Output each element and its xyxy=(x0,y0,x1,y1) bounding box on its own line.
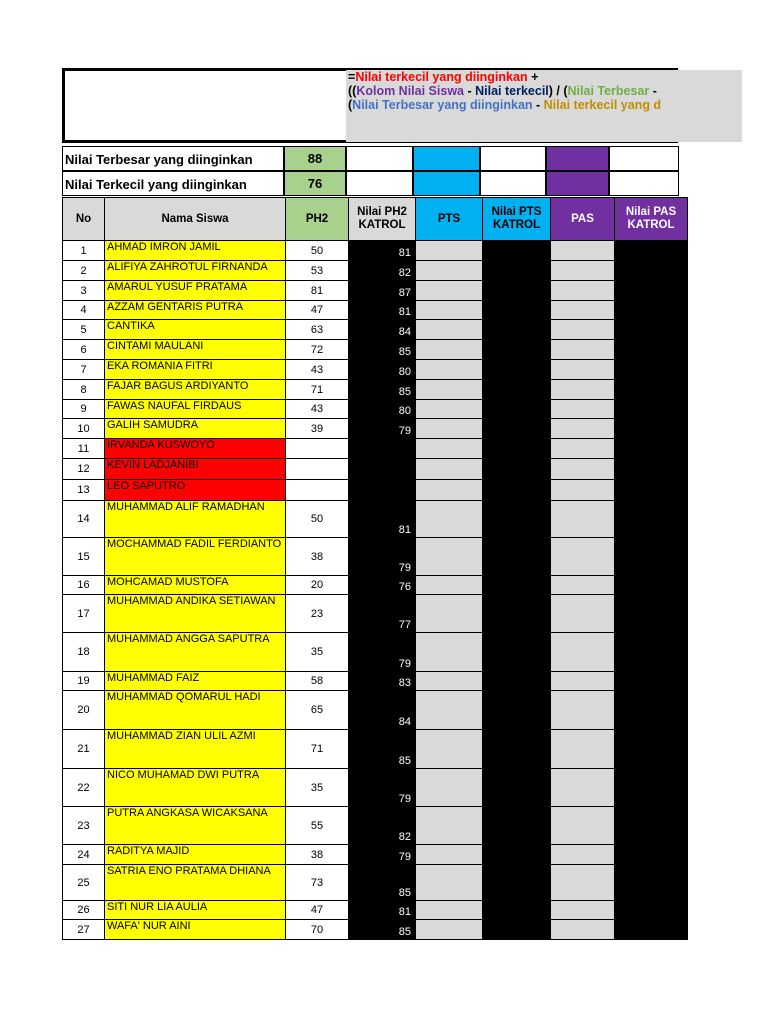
cell-ph2-katrol: 84 xyxy=(349,320,416,340)
cell-pas-katrol xyxy=(615,400,688,419)
cell-ph2: 38 xyxy=(286,845,349,865)
cell-ph2: 55 xyxy=(286,807,349,845)
cell-name: WAFA' NUR AINI xyxy=(105,920,286,940)
cell-pts-katrol xyxy=(483,691,551,730)
cell-ph2-katrol: 82 xyxy=(349,807,416,845)
cell-name: MUHAMMAD QOMARUL HADI xyxy=(105,691,286,730)
cell-pas-katrol xyxy=(615,845,688,865)
formula-min-value: Nilai terkecil xyxy=(475,84,549,98)
cell-pas[interactable] xyxy=(551,901,615,920)
cell-pas-katrol xyxy=(615,769,688,807)
cell-ph2: 35 xyxy=(286,633,349,672)
cell-pas[interactable] xyxy=(551,920,615,940)
col-ph2: PH2 xyxy=(286,198,349,241)
col-pts-katrol: Nilai PTS KATROL xyxy=(483,198,551,241)
cell-pas-katrol xyxy=(615,301,688,320)
cell-name: CINTAMI MAULANI xyxy=(105,340,286,360)
cell-pas[interactable] xyxy=(551,595,615,633)
cell-pas-katrol xyxy=(615,419,688,439)
table-row xyxy=(63,340,688,360)
table-row xyxy=(63,633,688,672)
cell-ph2-katrol: 77 xyxy=(349,595,416,633)
formula-line-2 xyxy=(348,84,742,98)
cell-no: 10 xyxy=(63,419,105,439)
cell-pas-katrol xyxy=(615,730,688,769)
cell-pas[interactable] xyxy=(551,281,615,301)
cell-pas-katrol xyxy=(615,320,688,340)
cell-pas[interactable] xyxy=(551,538,615,576)
cell-name: MUHAMMAD FAIZ xyxy=(105,672,286,691)
ptsk-swatch-1 xyxy=(480,146,546,171)
cell-pts[interactable] xyxy=(416,576,483,595)
cell-no: 20 xyxy=(63,691,105,730)
cell-pas[interactable] xyxy=(551,419,615,439)
cell-pts[interactable] xyxy=(416,340,483,360)
table-row xyxy=(63,769,688,807)
cell-pts[interactable] xyxy=(416,901,483,920)
col-pas-katrol: Nilai PAS KATROL xyxy=(615,198,688,241)
cell-pas[interactable] xyxy=(551,320,615,340)
table-row xyxy=(63,595,688,633)
cell-pas[interactable] xyxy=(551,576,615,595)
pts-swatch-1 xyxy=(413,146,480,171)
cell-name: MUHAMMAD ANGGA SAPUTRA xyxy=(105,633,286,672)
col-pas: PAS xyxy=(551,198,615,241)
min-target-label: Nilai Terkecil yang diinginkan xyxy=(62,171,284,196)
cell-pts[interactable] xyxy=(416,691,483,730)
cell-pas[interactable] xyxy=(551,691,615,730)
cell-name: FAWAS NAUFAL FIRDAUS xyxy=(105,400,286,419)
cell-no: 14 xyxy=(63,501,105,538)
cell-ph2: 81 xyxy=(286,281,349,301)
cell-ph2-katrol: 79 xyxy=(349,419,416,439)
table-row xyxy=(63,920,688,940)
cell-pas-katrol xyxy=(615,439,688,459)
cell-no: 22 xyxy=(63,769,105,807)
formula-plus: + xyxy=(527,70,539,84)
cell-pas[interactable] xyxy=(551,360,615,380)
table-row xyxy=(63,301,688,320)
cell-ph2 xyxy=(286,480,349,501)
max-target-value[interactable]: 88 xyxy=(284,146,346,171)
cell-pas[interactable] xyxy=(551,261,615,281)
cell-ph2: 20 xyxy=(286,576,349,595)
cell-name: RADITYA MAJID xyxy=(105,845,286,865)
cell-ph2-katrol: 85 xyxy=(349,920,416,940)
cell-name: MOHCAMAD MUSTOFA xyxy=(105,576,286,595)
cell-pts-katrol xyxy=(483,730,551,769)
cell-no: 19 xyxy=(63,672,105,691)
cell-pas-katrol xyxy=(615,480,688,501)
cell-pts[interactable] xyxy=(416,807,483,845)
formula-equals: = xyxy=(348,70,356,84)
cell-ph2-katrol: 80 xyxy=(349,360,416,380)
cell-pts-katrol xyxy=(483,501,551,538)
cell-no: 9 xyxy=(63,400,105,419)
cell-pts[interactable] xyxy=(416,400,483,419)
cell-no: 11 xyxy=(63,439,105,459)
table-row xyxy=(63,320,688,340)
cell-pts-katrol xyxy=(483,865,551,901)
formula-minus-2: - xyxy=(649,84,657,98)
cell-ph2: 70 xyxy=(286,920,349,940)
cell-ph2-katrol xyxy=(349,459,416,480)
cell-ph2 xyxy=(286,459,349,480)
cell-pts-katrol xyxy=(483,901,551,920)
cell-ph2: 39 xyxy=(286,419,349,439)
cell-no: 13 xyxy=(63,480,105,501)
cell-ph2: 35 xyxy=(286,769,349,807)
cell-ph2-katrol: 84 xyxy=(349,691,416,730)
cell-pts[interactable] xyxy=(416,459,483,480)
cell-pts[interactable] xyxy=(416,480,483,501)
cell-ph2: 72 xyxy=(286,340,349,360)
table-row xyxy=(63,400,688,419)
cell-pas-katrol xyxy=(615,691,688,730)
cell-name: EKA ROMANIA FITRI xyxy=(105,360,286,380)
cell-no: 25 xyxy=(63,865,105,901)
col-ph2-katrol: Nilai PH2 KATROL xyxy=(349,198,416,241)
cell-ph2-katrol xyxy=(349,439,416,459)
cell-pts-katrol xyxy=(483,400,551,419)
cell-ph2-katrol xyxy=(349,480,416,501)
cell-ph2: 71 xyxy=(286,380,349,400)
cell-ph2-katrol: 79 xyxy=(349,633,416,672)
cell-pas-katrol xyxy=(615,501,688,538)
formula-max-value: Nilai Terbesar xyxy=(567,84,650,98)
cell-name: IRVANDA KUSWOYO xyxy=(105,439,286,459)
cell-ph2 xyxy=(286,439,349,459)
formula-minus: - xyxy=(464,84,476,98)
cell-pas-katrol xyxy=(615,901,688,920)
cell-ph2-katrol: 83 xyxy=(349,672,416,691)
cell-pts[interactable] xyxy=(416,845,483,865)
table-row xyxy=(63,439,688,459)
cell-ph2: 43 xyxy=(286,360,349,380)
cell-pas-katrol xyxy=(615,261,688,281)
table-header-row xyxy=(63,198,688,241)
formula-divide: ) / ( xyxy=(548,84,568,98)
cell-no: 27 xyxy=(63,920,105,940)
formula-line-1 xyxy=(348,70,742,84)
cell-no: 8 xyxy=(63,380,105,400)
table-row xyxy=(63,501,688,538)
table-row xyxy=(63,807,688,845)
cell-pts-katrol xyxy=(483,301,551,320)
cell-pts[interactable] xyxy=(416,633,483,672)
cell-ph2-katrol: 81 xyxy=(349,241,416,261)
cell-no: 16 xyxy=(63,576,105,595)
cell-pts[interactable] xyxy=(416,595,483,633)
cell-name: AMARUL YUSUF PRATAMA xyxy=(105,281,286,301)
cell-pts[interactable] xyxy=(416,439,483,459)
cell-pts-katrol xyxy=(483,807,551,845)
cell-no: 4 xyxy=(63,301,105,320)
formula-text xyxy=(348,70,742,112)
cell-pts[interactable] xyxy=(416,320,483,340)
ph2k-swatch-2 xyxy=(346,171,413,196)
cell-pas[interactable] xyxy=(551,459,615,480)
cell-ph2-katrol: 87 xyxy=(349,281,416,301)
cell-no: 7 xyxy=(63,360,105,380)
cell-ph2: 43 xyxy=(286,400,349,419)
cell-pts-katrol xyxy=(483,920,551,940)
table-row xyxy=(63,261,688,281)
cell-pts-katrol xyxy=(483,320,551,340)
cell-pas[interactable] xyxy=(551,340,615,360)
cell-pts[interactable] xyxy=(416,360,483,380)
cell-ph2: 53 xyxy=(286,261,349,281)
cell-pts[interactable] xyxy=(416,419,483,439)
pask-swatch-1 xyxy=(609,146,679,171)
cell-ph2-katrol: 85 xyxy=(349,380,416,400)
cell-pts-katrol xyxy=(483,633,551,672)
cell-pts-katrol xyxy=(483,360,551,380)
cell-pas[interactable] xyxy=(551,241,615,261)
cell-ph2-katrol: 79 xyxy=(349,769,416,807)
cell-no: 3 xyxy=(63,281,105,301)
cell-pas[interactable] xyxy=(551,865,615,901)
cell-pts-katrol xyxy=(483,459,551,480)
table-row xyxy=(63,480,688,501)
table-row xyxy=(63,419,688,439)
table-row xyxy=(63,730,688,769)
cell-ph2: 50 xyxy=(286,501,349,538)
cell-pas[interactable] xyxy=(551,380,615,400)
cell-pts-katrol xyxy=(483,380,551,400)
cell-no: 26 xyxy=(63,901,105,920)
cell-pas-katrol xyxy=(615,360,688,380)
cell-no: 24 xyxy=(63,845,105,865)
cell-pas-katrol xyxy=(615,241,688,261)
cell-pts-katrol xyxy=(483,769,551,807)
cell-pts-katrol xyxy=(483,261,551,281)
ph2k-swatch-1 xyxy=(346,146,413,171)
cell-ph2: 47 xyxy=(286,301,349,320)
cell-ph2: 47 xyxy=(286,901,349,920)
table-row xyxy=(63,901,688,920)
table-row xyxy=(63,672,688,691)
cell-name: KEVIN LADJANIBI xyxy=(105,459,286,480)
table-row xyxy=(63,576,688,595)
cell-pas[interactable] xyxy=(551,672,615,691)
col-name: Nama Siswa xyxy=(105,198,286,241)
cell-ph2: 58 xyxy=(286,672,349,691)
cell-ph2-katrol: 79 xyxy=(349,845,416,865)
cell-no: 15 xyxy=(63,538,105,576)
cell-name: SATRIA ENO PRATAMA DHIANA xyxy=(105,865,286,901)
pas-swatch-1 xyxy=(546,146,609,171)
cell-no: 23 xyxy=(63,807,105,845)
cell-name: GALIH SAMUDRA xyxy=(105,419,286,439)
cell-pas[interactable] xyxy=(551,845,615,865)
cell-pas-katrol xyxy=(615,595,688,633)
table-row xyxy=(63,845,688,865)
cell-pts-katrol xyxy=(483,439,551,459)
cell-no: 1 xyxy=(63,241,105,261)
cell-pas[interactable] xyxy=(551,400,615,419)
cell-pas[interactable] xyxy=(551,501,615,538)
cell-pas[interactable] xyxy=(551,301,615,320)
cell-ph2-katrol: 85 xyxy=(349,865,416,901)
cell-pts[interactable] xyxy=(416,865,483,901)
formula-student-column: Kolom Nilai Siswa xyxy=(356,84,464,98)
cell-pts-katrol xyxy=(483,538,551,576)
cell-name: FAJAR BAGUS ARDIYANTO xyxy=(105,380,286,400)
cell-no: 2 xyxy=(63,261,105,281)
cell-name: PUTRA ANGKASA WICAKSANA xyxy=(105,807,286,845)
pask-swatch-2 xyxy=(609,171,679,196)
cell-pas[interactable] xyxy=(551,807,615,845)
cell-pas[interactable] xyxy=(551,439,615,459)
cell-pts[interactable] xyxy=(416,380,483,400)
cell-name: AHMAD IMRON JAMIL xyxy=(105,241,286,261)
cell-ph2-katrol: 81 xyxy=(349,501,416,538)
formula-paren-open: (( xyxy=(348,84,357,98)
cell-pts-katrol xyxy=(483,340,551,360)
formula-min-target-2: Nilai terkecil yang d xyxy=(543,98,662,112)
cell-pas-katrol xyxy=(615,576,688,595)
cell-ph2: 23 xyxy=(286,595,349,633)
table-row xyxy=(63,459,688,480)
cell-pts-katrol xyxy=(483,480,551,501)
cell-ph2-katrol: 85 xyxy=(349,340,416,360)
cell-ph2-katrol: 81 xyxy=(349,301,416,320)
cell-pts-katrol xyxy=(483,419,551,439)
cell-no: 12 xyxy=(63,459,105,480)
cell-name: ALIFIYA ZAHROTUL FIRNANDA xyxy=(105,261,286,281)
cell-no: 6 xyxy=(63,340,105,360)
cell-ph2-katrol: 85 xyxy=(349,730,416,769)
formula-line-3 xyxy=(348,98,742,112)
cell-pas[interactable] xyxy=(551,769,615,807)
cell-no: 17 xyxy=(63,595,105,633)
table-row xyxy=(63,691,688,730)
table-row xyxy=(63,281,688,301)
cell-pas-katrol xyxy=(615,340,688,360)
pas-swatch-2 xyxy=(546,171,609,196)
cell-pas-katrol xyxy=(615,865,688,901)
grades-body xyxy=(63,241,688,940)
cell-pas-katrol xyxy=(615,920,688,940)
max-target-label: Nilai Terbesar yang diinginkan xyxy=(62,146,284,171)
cell-pts[interactable] xyxy=(416,241,483,261)
cell-name: MUHAMMAD ANDIKA SETIAWAN xyxy=(105,595,286,633)
grades-table xyxy=(62,197,688,940)
cell-pas-katrol xyxy=(615,538,688,576)
cell-ph2-katrol: 79 xyxy=(349,538,416,576)
cell-pts-katrol xyxy=(483,672,551,691)
cell-pts[interactable] xyxy=(416,769,483,807)
ptsk-swatch-2 xyxy=(480,171,546,196)
cell-pts[interactable] xyxy=(416,301,483,320)
cell-pts[interactable] xyxy=(416,281,483,301)
cell-name: LEO SAPUTRO xyxy=(105,480,286,501)
cell-pas[interactable] xyxy=(551,480,615,501)
cell-pts-katrol xyxy=(483,576,551,595)
formula-max-target: Nilai Terbesar yang diinginkan xyxy=(352,98,533,112)
cell-pas[interactable] xyxy=(551,730,615,769)
cell-no: 5 xyxy=(63,320,105,340)
cell-ph2-katrol: 80 xyxy=(349,400,416,419)
cell-pts[interactable] xyxy=(416,672,483,691)
cell-pas[interactable] xyxy=(551,633,615,672)
cell-no: 21 xyxy=(63,730,105,769)
formula-minus-3: - xyxy=(532,98,544,112)
col-pts: PTS xyxy=(416,198,483,241)
cell-pts[interactable] xyxy=(416,261,483,281)
cell-name: MUHAMMAD ALIF RAMADHAN xyxy=(105,501,286,538)
cell-ph2-katrol: 82 xyxy=(349,261,416,281)
cell-pts-katrol xyxy=(483,241,551,261)
cell-pas-katrol xyxy=(615,459,688,480)
cell-ph2: 50 xyxy=(286,241,349,261)
cell-ph2: 65 xyxy=(286,691,349,730)
table-row xyxy=(63,360,688,380)
formula-min-target: Nilai terkecil yang diinginkan xyxy=(355,70,528,84)
pts-swatch-2 xyxy=(413,171,480,196)
cell-pts-katrol xyxy=(483,595,551,633)
table-row xyxy=(63,538,688,576)
cell-pts[interactable] xyxy=(416,920,483,940)
cell-pas-katrol xyxy=(615,380,688,400)
cell-name: NICO MUHAMAD DWI PUTRA xyxy=(105,769,286,807)
cell-pts-katrol xyxy=(483,281,551,301)
min-target-value[interactable]: 76 xyxy=(284,171,346,196)
cell-ph2: 63 xyxy=(286,320,349,340)
table-row xyxy=(63,241,688,261)
cell-pts[interactable] xyxy=(416,538,483,576)
table-row xyxy=(63,865,688,901)
cell-ph2: 71 xyxy=(286,730,349,769)
cell-ph2: 73 xyxy=(286,865,349,901)
cell-name: AZZAM GENTARIS PUTRA xyxy=(105,301,286,320)
cell-pas-katrol xyxy=(615,633,688,672)
cell-ph2-katrol: 76 xyxy=(349,576,416,595)
cell-name: MOCHAMMAD FADIL FERDIANTO xyxy=(105,538,286,576)
formula-paren-open-2: ( xyxy=(348,98,353,112)
table-row xyxy=(63,380,688,400)
col-no: No xyxy=(63,198,105,241)
cell-pas-katrol xyxy=(615,807,688,845)
cell-pas-katrol xyxy=(615,672,688,691)
cell-pts[interactable] xyxy=(416,501,483,538)
cell-name: MUHAMMAD ZIAN ULIL AZMI xyxy=(105,730,286,769)
cell-ph2-katrol: 81 xyxy=(349,901,416,920)
cell-name: CANTIKA xyxy=(105,320,286,340)
cell-no: 18 xyxy=(63,633,105,672)
cell-name: SITI NUR LIA AULIA xyxy=(105,901,286,920)
cell-pts-katrol xyxy=(483,845,551,865)
cell-pas-katrol xyxy=(615,281,688,301)
cell-pts[interactable] xyxy=(416,730,483,769)
cell-ph2: 38 xyxy=(286,538,349,576)
